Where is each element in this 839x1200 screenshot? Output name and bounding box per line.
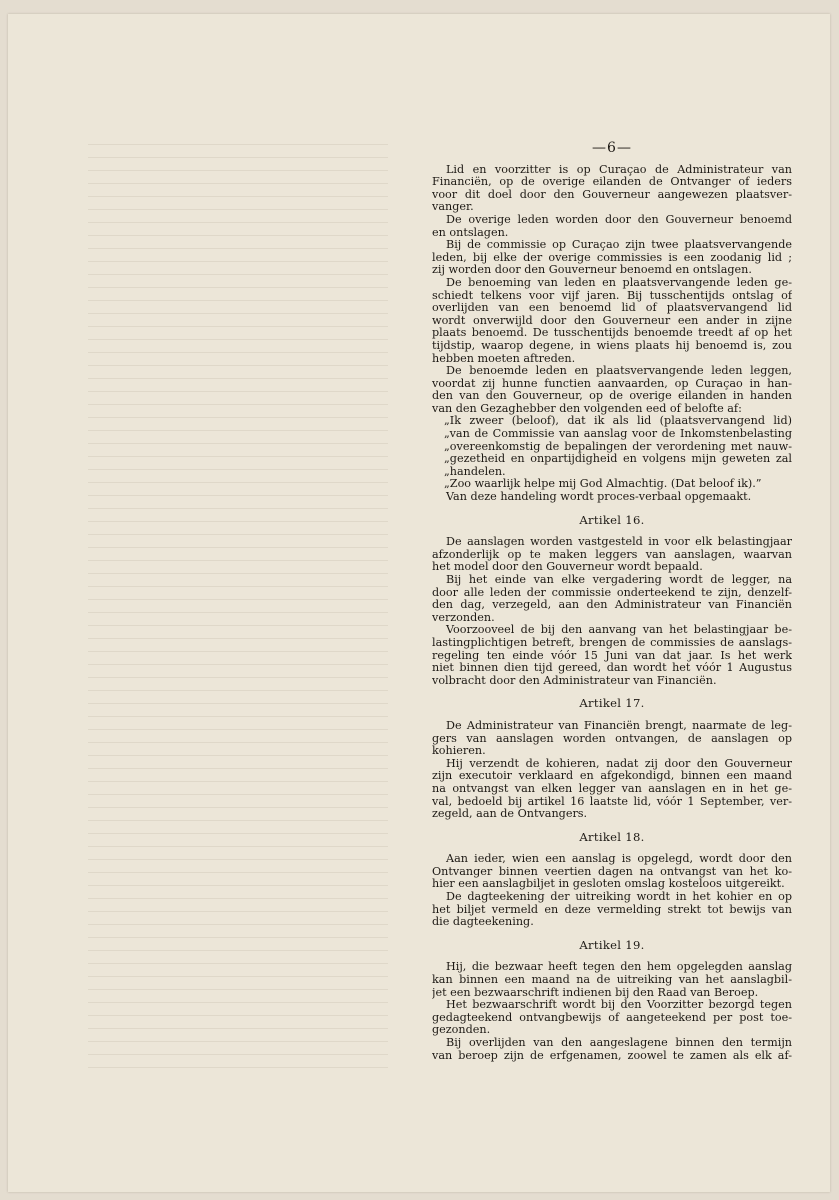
paragraph [432,536,792,574]
text-line: zijn executoir verklaard en afgekondigd, binnen een maand [432,770,792,783]
text-line: tijdstip, waarop degene, in wiens plaats hij benoemd is, zou [432,339,792,352]
oath-text [444,415,792,491]
text-line: leden, bij elke der overige commissies is een zoodanig lid ; [432,251,792,264]
text-column [432,142,792,1062]
page-number: —6— [592,140,632,156]
paragraph [432,624,792,687]
article-heading: Artikel 19. [579,937,645,952]
text-line: het biljet vermeld en deze vermelding strekt tot bewijs van [432,903,792,916]
text-line: het model door den Gouverneur wordt bepaald. [432,561,703,574]
text-line: Hij verzendt de kohieren, nadat zij door den Gouverneur [446,757,792,770]
paragraph [432,491,792,504]
show-through-text [88,134,388,1074]
paragraph [432,720,792,758]
text-line: „Zoo waarlijk helpe mij God Almachtig. (Dat beloof ik).” [444,478,762,491]
text-line: zij worden door den Gouverneur benoemd en ontslagen. [432,264,752,277]
paragraph [432,891,792,929]
paragraph [432,758,792,821]
paragraph [432,574,792,624]
text-line: kan binnen een maand na de uitreiking van het aanslagbil- [432,974,792,987]
text-line: niet binnen dien tijd gereed, dan wordt het vóór 1 Augustus [432,662,792,675]
text-line: gers van aanslagen worden ontvangen, de aanslagen op [432,732,792,745]
text-line: van beroep zijn de erfgenamen, zoowel te zamen als elk af- [432,1049,792,1062]
text-line: val, bedoeld bij artikel 16 laatste lid, vóór 1 September, ver- [432,795,792,808]
text-line: wordt onverwijld door den Gouverneur een ander in zijne [432,314,792,327]
text-line: „gezetheid en onpartijdigheid en volgens mijn geweten zal [444,453,792,466]
text-line: na ontvangst van elken legger van aanslagen en in het ge- [432,782,792,795]
article-heading: Artikel 17. [579,696,645,711]
text-line: „overeenkomstig de bepalingen der verordening met nauw- [444,440,792,453]
text-line: Bij het einde van elke vergadering wordt de legger, na [446,574,792,586]
text-line: gezonden. [432,1024,491,1037]
text-line: De benoemde leden en plaatsvervangende leden leggen, [446,365,792,378]
text-line: Bij overlijden van den aangeslagene binnen den termijn [446,1037,792,1049]
text-line: afzonderlijk op te maken leggers van aanslagen, waarvan [432,548,792,561]
text-line: gedagteekend ontvangbewijs of aangeteekend per post toe- [432,1011,792,1024]
text-line: Hij, die bezwaar heeft tegen den hem opgelegden aanslag [446,961,792,974]
paragraph [432,999,792,1037]
paragraph [432,1037,792,1062]
text-line: De dagteekening der uitreiking wordt in het kohier en op [446,891,792,904]
text-line: Financiën, op de overige eilanden de Ontvanger of ieders [432,176,792,189]
text-line: plaats benoemd. De tusschentijds benoemde treedt af op het [432,327,792,340]
text-line: De overige leden worden door den Gouverneur benoemd [446,213,792,226]
text-line: voordat zij hunne functien aanvaarden, op Curaçao in han- [432,377,792,390]
text-line: kohieren. [432,745,486,758]
text-line: Het bezwaarschrift wordt bij den Voorzitter bezorgd tegen [446,999,792,1012]
paragraph [432,365,792,415]
text-line: voor dit doel door den Gouverneur aangewezen plaatsver- [432,188,792,201]
paragraph [432,853,792,891]
text-line: De Administrateur van Financiën brengt, naarmate de leg- [446,719,792,732]
document-page [8,14,830,1192]
text-line: door alle leden der commissie onderteekend te zijn, denzelf- [432,586,792,599]
text-line: Van deze handeling wordt proces-verbaal opgemaakt. [446,491,752,504]
paragraph [432,239,792,277]
text-line: regeling ten einde vóór 15 Juni van dat jaar. Is het werk [432,649,792,662]
text-line: lastingplichtigen betreft, brengen de commissies de aanslags- [432,636,792,649]
article-heading: Artikel 16. [579,512,645,527]
text-line: die dagteekening. [432,916,534,929]
text-line: De aanslagen worden vastgesteld in voor elk belastingjaar [446,536,792,549]
article-heading: Artikel 18. [579,829,645,844]
text-line: van den Gezaghebber den volgenden eed of belofte af: [432,402,742,415]
text-line: den van den Gouverneur, op de overige eilanden in handen [432,390,792,403]
text-line: „handelen. [444,465,506,478]
text-line: den dag, verzegeld, aan den Administrateur van Financiën [432,599,792,612]
text-line: zegeld, aan de Ontvangers. [432,808,588,821]
text-line: hier een aanslagbiljet in gesloten omslag kosteloos uitgereikt. [432,878,785,891]
text-line: Aan ieder, wien een aanslag is opgelegd, wordt door den [446,853,792,866]
text-line: schiedt telkens voor vijf jaren. Bij tusschentijds ontslag of [432,289,792,302]
paragraph [432,961,792,999]
article-body [432,164,792,1063]
paragraph [432,214,792,239]
text-line: Bij de commissie op Curaçao zijn twee plaatsvervangende [446,239,792,252]
text-line: en ontslagen. [432,226,509,239]
text-line: „Ik zweer (beloof), dat ik als lid (plaatsvervangend lid) [444,415,792,428]
text-line: „van de Commissie van aanslag voor de Inkomstenbelasting [444,428,792,441]
text-line: overlijden van een benoemd lid of plaatsvervangend lid [432,302,792,315]
paragraph [432,277,792,365]
text-line: verzonden. [432,611,495,624]
text-line: Lid en voorzitter is op Curaçao de Administrateur van [446,163,792,176]
text-line: vanger. [432,201,474,214]
text-line: Voorzooveel de bij den aanvang van het belastingjaar be- [446,624,792,637]
paragraph [432,164,792,214]
text-line: hebben moeten aftreden. [432,352,576,365]
text-line: jet een bezwaarschrift indienen bij den Raad van Beroep. [432,986,759,999]
text-line: Ontvanger binnen veertien dagen na ontvangst van het ko- [432,865,792,878]
text-line: De benoeming van leden en plaatsvervangende leden ge- [446,276,792,289]
text-line: volbracht door den Administrateur van Financiën. [432,674,717,687]
